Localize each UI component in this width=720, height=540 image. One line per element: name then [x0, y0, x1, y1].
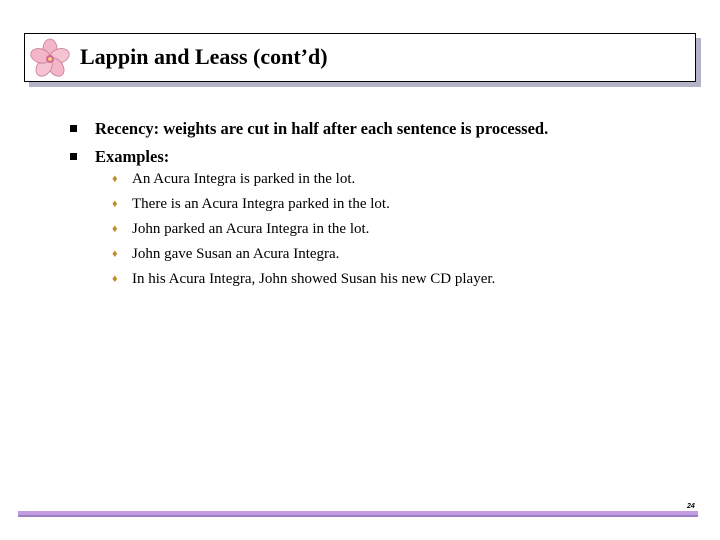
square-bullet-icon: [70, 125, 77, 132]
bullet-text: Recency: weights are cut in half after each sentence is processed.: [95, 119, 549, 138]
square-bullet-icon: [70, 153, 77, 160]
cherry-blossom-icon: [29, 38, 71, 78]
diamond-bullet-icon: ♦: [112, 248, 118, 260]
title-box: [24, 33, 696, 82]
diamond-bullet-icon: ♦: [112, 198, 118, 210]
example-text: John parked an Acura Integra in the lot.: [132, 221, 370, 237]
diamond-bullet-icon: ♦: [112, 273, 118, 285]
bullet-text: Examples:: [95, 147, 170, 166]
example-text: John gave Susan an Acura Integra.: [132, 246, 340, 262]
diamond-bullet-icon: ♦: [112, 223, 118, 235]
example-text: An Acura Integra is parked in the lot.: [132, 171, 356, 187]
example-text: In his Acura Integra, John showed Susan his new CD player.: [132, 271, 496, 287]
diamond-bullet-icon: ♦: [112, 173, 118, 185]
footer-bar: [18, 511, 698, 517]
page-number: 24: [687, 503, 695, 510]
example-text: There is an Acura Integra parked in the lot.: [132, 196, 390, 212]
slide-title: Lappin and Leass (cont’d): [80, 44, 328, 69]
